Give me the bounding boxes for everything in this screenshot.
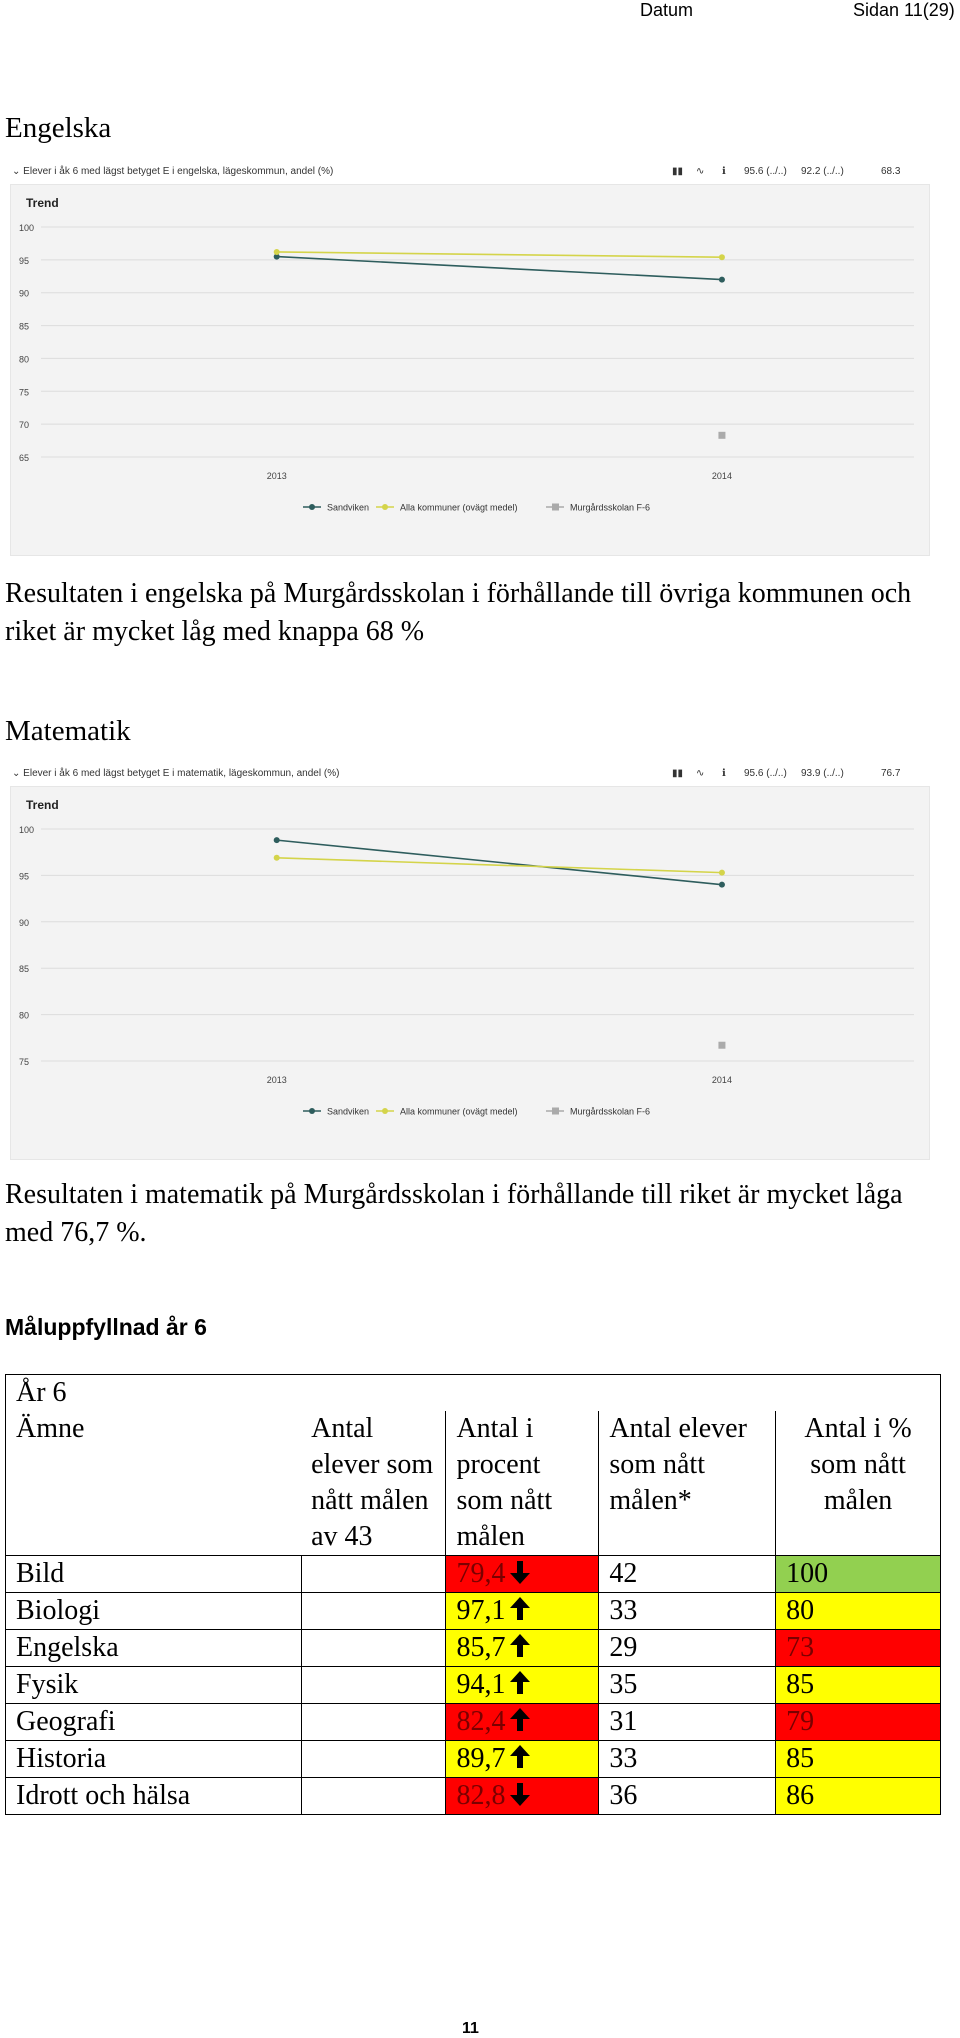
data-point <box>719 277 725 283</box>
value-alla-kommuner: 92.2 (../..) <box>801 166 844 177</box>
cell-subject-value: Fysik <box>16 1669 79 1700</box>
arrow-up-icon <box>509 1596 531 1622</box>
legend-entry: Alla kommuner (ovägt medel) <box>400 1106 518 1117</box>
cell-count <box>599 1667 776 1704</box>
header-count43: Antal elever som nått målen av 43 <box>301 1411 446 1556</box>
value-skolan: 68.3 <box>881 166 901 177</box>
legend-swatch-marker <box>382 1108 388 1114</box>
table-row <box>6 1593 941 1630</box>
chart-svg <box>11 185 929 555</box>
data-point <box>718 432 725 439</box>
chart-title: ⌄ Elever i åk 6 med lägst betyget E i matematik, lägeskommun, andel (%) <box>12 768 340 779</box>
legend-swatch-marker <box>309 1108 315 1114</box>
table-row <box>6 1741 941 1778</box>
cell-subject <box>6 1778 302 1815</box>
cell-count <box>599 1593 776 1630</box>
arrow-up-icon <box>509 1633 531 1659</box>
y-tick-label: 70 <box>19 420 30 431</box>
y-tick-label: 100 <box>19 223 35 233</box>
data-point <box>719 254 725 260</box>
trend-icon[interactable]: ∿ <box>696 166 705 177</box>
cell-pct-value: 85 <box>786 1743 815 1774</box>
cell-count-value: 35 <box>609 1669 638 1700</box>
bar-chart-icon[interactable]: ▮▮ <box>672 166 684 177</box>
cell-pct-value: 86 <box>786 1780 815 1811</box>
cell-count <box>599 1778 776 1815</box>
legend-swatch-marker <box>382 504 388 510</box>
x-tick-label: 2014 <box>711 1075 732 1085</box>
y-tick-label: 90 <box>19 917 30 928</box>
y-tick-label: 75 <box>19 387 30 398</box>
value-skolan: 76.7 <box>881 768 901 779</box>
header-page-label: Sidan 11(29) <box>853 0 955 20</box>
y-tick-label: 100 <box>19 825 35 835</box>
series-line-1 <box>277 252 722 257</box>
cell-count43 <box>301 1778 446 1815</box>
header-count: Antal elever som nått målen* <box>599 1411 776 1556</box>
y-tick-label: 65 <box>19 453 30 463</box>
data-point <box>719 882 725 888</box>
cell-percent-value: 79,4 <box>456 1558 506 1589</box>
arrow-up-icon <box>509 1707 531 1733</box>
cell-subject <box>6 1593 302 1630</box>
matematik-paragraph: Resultaten i matematik på Murgårdsskolan i förhållande till riket är mycket låga med 76,7 %. <box>5 1179 903 1248</box>
chart-title: ⌄ Elever i åk 6 med lägst betyget E i engelska, lägeskommun, andel (%) <box>12 166 334 177</box>
legend-swatch-marker <box>552 504 559 511</box>
series-line-1 <box>277 858 722 873</box>
info-icon[interactable]: ℹ <box>722 166 726 177</box>
engelska-paragraph: Resultaten i engelska på Murgårdsskolan i förhållande till övriga kommunen och riket är mycket låg med knappa 68 % <box>5 578 912 647</box>
cell-subject-value: Idrott och hälsa <box>16 1780 191 1811</box>
header-percent: Antal i procent som nått målen <box>446 1411 599 1556</box>
chart-svg <box>11 787 929 1159</box>
chart-matematik <box>0 762 930 1117</box>
cell-pct <box>776 1556 941 1593</box>
y-tick-label: 95 <box>19 871 30 882</box>
info-icon[interactable]: ℹ <box>722 768 726 779</box>
cell-percent-value: 82,8 <box>456 1780 506 1811</box>
cell-pct <box>776 1667 941 1704</box>
cell-count43 <box>301 1593 446 1630</box>
cell-pct <box>776 1778 941 1815</box>
value-sandviken: 95.6 (../..) <box>744 166 787 177</box>
cell-subject-value: Geografi <box>16 1706 116 1737</box>
cell-pct <box>776 1593 941 1630</box>
arrow-up-icon <box>509 1670 531 1696</box>
cell-percent <box>446 1593 599 1630</box>
table-section-title: Måluppfyllnad år 6 <box>5 1314 207 1340</box>
cell-count43 <box>301 1704 446 1741</box>
y-tick-label: 80 <box>19 1010 30 1021</box>
cell-count <box>599 1704 776 1741</box>
cell-pct-value: 80 <box>786 1595 815 1626</box>
legend-entry: Sandviken <box>327 502 370 513</box>
cell-pct-value: 100 <box>786 1558 829 1589</box>
cell-count43 <box>301 1556 446 1593</box>
cell-pct <box>776 1741 941 1778</box>
cell-subject <box>6 1704 302 1741</box>
cell-percent <box>446 1667 599 1704</box>
cell-count43 <box>301 1741 446 1778</box>
legend-entry: Murgårdsskolan F-6 <box>570 1106 651 1117</box>
value-sandviken: 95.6 (../..) <box>744 768 787 779</box>
cell-count-value: 42 <box>609 1558 638 1589</box>
table-year-row <box>6 1375 941 1412</box>
cell-count <box>599 1741 776 1778</box>
data-point <box>274 855 280 861</box>
y-tick-label: 90 <box>19 288 30 299</box>
legend-entry: Alla kommuner (ovägt medel) <box>400 502 518 513</box>
cell-count-value: 33 <box>609 1595 638 1626</box>
legend-swatch-marker <box>552 1108 559 1115</box>
cell-percent-value: 85,7 <box>456 1632 506 1663</box>
data-point <box>274 837 280 843</box>
arrow-down-icon <box>509 1559 531 1585</box>
x-tick-label: 2013 <box>266 471 287 481</box>
data-point <box>718 1042 725 1049</box>
table-row <box>6 1630 941 1667</box>
arrow-down-icon <box>509 1781 531 1807</box>
cell-percent-value: 97,1 <box>456 1595 506 1626</box>
cell-pct-value: 85 <box>786 1669 815 1700</box>
cell-count-value: 31 <box>609 1706 638 1737</box>
cell-percent-value: 89,7 <box>456 1743 506 1774</box>
cell-subject <box>6 1667 302 1704</box>
cell-pct <box>776 1704 941 1741</box>
cell-count-value: 36 <box>609 1780 638 1811</box>
cell-subject <box>6 1630 302 1667</box>
chart-trend-title: Trend <box>26 196 59 210</box>
series-line-0 <box>277 840 722 885</box>
cell-subject-value: Engelska <box>16 1632 119 1663</box>
trend-icon[interactable]: ∿ <box>696 768 705 779</box>
arrow-up-icon <box>509 1744 531 1770</box>
value-alla-kommuner: 93.9 (../..) <box>801 768 844 779</box>
cell-pct-value: 79 <box>786 1706 815 1737</box>
chart-engelska <box>0 160 930 513</box>
cell-count43 <box>301 1630 446 1667</box>
cell-pct <box>776 1630 941 1667</box>
table-row <box>6 1704 941 1741</box>
header-pct: Antal i % som nått målen <box>776 1411 941 1556</box>
legend-swatch-marker <box>309 504 315 510</box>
cell-percent <box>446 1741 599 1778</box>
chart-trend-title: Trend <box>26 798 59 812</box>
bar-chart-icon[interactable]: ▮▮ <box>672 768 684 779</box>
cell-count <box>599 1630 776 1667</box>
cell-percent-value: 94,1 <box>456 1669 506 1700</box>
legend-entry: Murgårdsskolan F-6 <box>570 502 651 513</box>
cell-count <box>599 1556 776 1593</box>
cell-subject-value: Biologi <box>16 1595 101 1626</box>
y-tick-label: 95 <box>19 255 30 266</box>
cell-percent <box>446 1630 599 1667</box>
cell-count43 <box>301 1667 446 1704</box>
cell-pct-value: 73 <box>786 1632 815 1663</box>
cell-percent <box>446 1704 599 1741</box>
cell-count-value: 33 <box>609 1743 638 1774</box>
page-number: 11 <box>462 2020 479 2037</box>
cell-subject-value: Bild <box>16 1558 65 1589</box>
table-row <box>6 1778 941 1815</box>
x-tick-label: 2013 <box>266 1075 287 1085</box>
y-tick-label: 75 <box>19 1057 30 1067</box>
year-label: År 6 <box>6 1375 941 1412</box>
table-header-row <box>6 1411 941 1556</box>
cell-percent <box>446 1556 599 1593</box>
cell-subject <box>6 1741 302 1778</box>
cell-subject <box>6 1556 302 1593</box>
cell-percent-value: 82,4 <box>456 1706 506 1737</box>
legend-entry: Sandviken <box>327 1106 370 1117</box>
y-tick-label: 85 <box>19 964 30 975</box>
section-title-matematik: Matematik <box>5 715 131 747</box>
data-point <box>274 249 280 255</box>
results-table <box>5 1374 941 1815</box>
x-tick-label: 2014 <box>711 471 732 481</box>
cell-subject-value: Historia <box>16 1743 107 1774</box>
table-row <box>6 1556 941 1593</box>
data-point <box>719 870 725 876</box>
y-tick-label: 85 <box>19 321 30 332</box>
table-row <box>6 1667 941 1704</box>
y-tick-label: 80 <box>19 354 30 365</box>
cell-count-value: 29 <box>609 1632 638 1663</box>
header-date-label: Datum <box>640 0 694 20</box>
header-subject: Ämne <box>6 1411 302 1556</box>
section-title-engelska: Engelska <box>5 112 112 144</box>
cell-percent <box>446 1778 599 1815</box>
